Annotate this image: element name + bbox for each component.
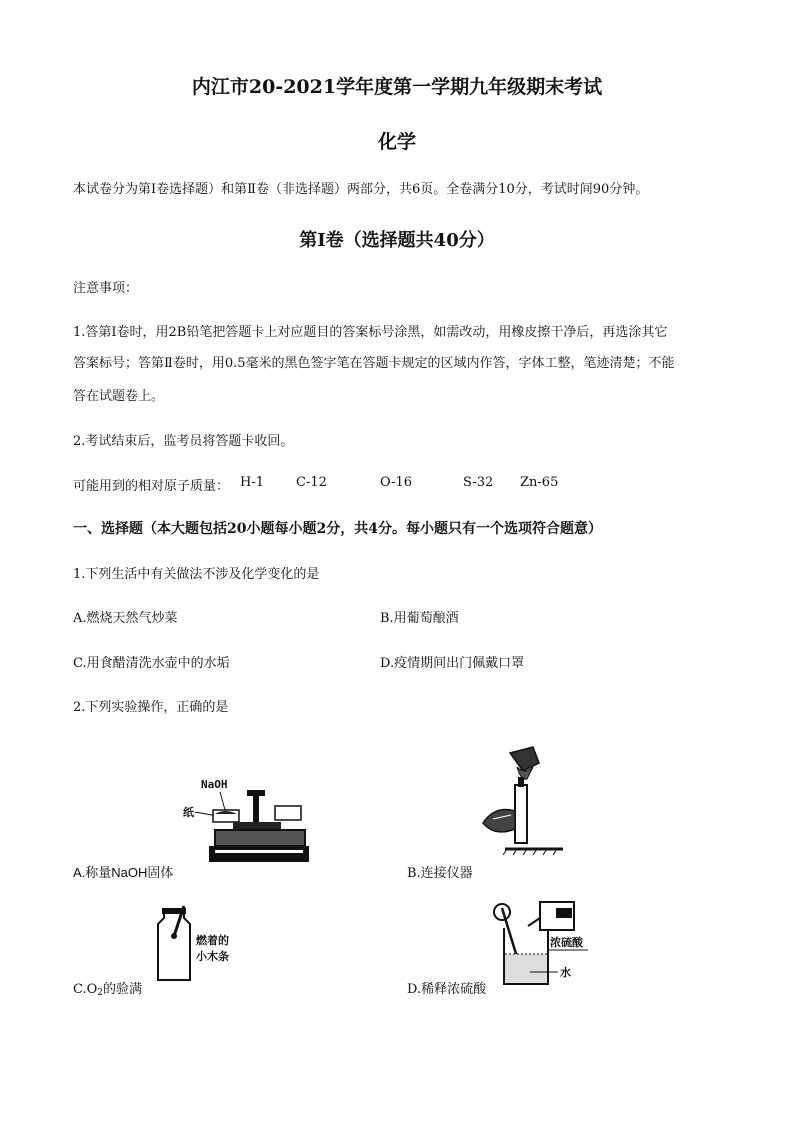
fig-paper-label: 纸	[183, 806, 194, 819]
atomic-mass-label: 可能用到的相对原子质量：	[73, 479, 230, 494]
q2-option-c-suffix: 的验满	[103, 982, 143, 997]
intro-text: 本试卷分为第Ⅰ卷选择题）和第Ⅱ卷（非选择题）两部分，共6页。全卷满分10分，考试时间90分钟。	[73, 182, 649, 197]
notice-item1-line3: 答在试题卷上。	[73, 389, 165, 404]
part1-heading: 一、选择题（本大题包括20小题每小题2分，共4分。每小题只有一个选项符合题意）	[73, 521, 602, 537]
q1-option-c: C.用食醋清洗水壶中的水垢	[73, 656, 230, 671]
q1-option-a: A.燃烧天然气炒菜	[73, 611, 178, 626]
fig-acid-label: 浓硫酸	[550, 936, 583, 949]
q2-option-c	[73, 978, 142, 998]
atomic-mass-o: O-16	[380, 475, 413, 490]
q2-option-d: D.稀释浓硫酸	[407, 982, 487, 997]
q2-option-b: B.连接仪器	[407, 866, 473, 881]
dilute-acid-figure	[490, 898, 620, 990]
q1-option-b: B.用葡萄酿酒	[380, 611, 459, 626]
subject-title: 化学	[377, 131, 416, 153]
notice-heading: 注意事项：	[73, 281, 139, 296]
oxygen-test-figure	[148, 900, 248, 988]
atomic-mass-h: H-1	[240, 475, 265, 490]
fig-water-label: 水	[560, 966, 571, 979]
fig-splint-label-2: 小木条	[196, 950, 229, 963]
exam-title: 内江市20-2021学年度第一学期九年级期末考试	[191, 76, 603, 98]
q2-option-c-prefix: C.O	[73, 982, 98, 997]
notice-item1-line1: 1.答第Ⅰ卷时，用2B铅笔把答题卡上对应题目的答案标号涂黑，如需改动，用橡皮擦干净后，再选涂其它	[73, 325, 668, 340]
atomic-mass-zn: Zn-65	[520, 475, 559, 490]
atomic-mass-c: C-12	[296, 475, 327, 490]
notice-item2: 2.考试结束后，监考员将答题卡收回。	[73, 434, 294, 449]
section1-title: 第Ⅰ卷（选择题共40分）	[299, 230, 495, 251]
q2-option-c-sub: 2	[97, 988, 104, 998]
fig-naoh-label: NaOH	[201, 778, 228, 791]
q1-option-d: D.疫情期间出门佩戴口罩	[380, 656, 525, 671]
q2-stem: 2.下列实验操作，正确的是	[73, 700, 229, 715]
notice-item1-line2: 答案标号；答第Ⅱ卷时，用0.5毫米的黑色签字笔在答题卡规定的区域内作答，字体工整，笔迹清楚；不能	[73, 356, 675, 371]
q1-stem: 1.下列生活中有关做法不涉及化学变化的是	[73, 567, 320, 582]
fig-splint-label-1: 燃着的	[196, 934, 229, 947]
balance-figure	[175, 772, 315, 872]
connect-apparatus-figure	[475, 745, 565, 857]
q2-option-a: A.称量NaOH固体	[73, 865, 174, 880]
atomic-mass-s: S-32	[463, 475, 494, 490]
